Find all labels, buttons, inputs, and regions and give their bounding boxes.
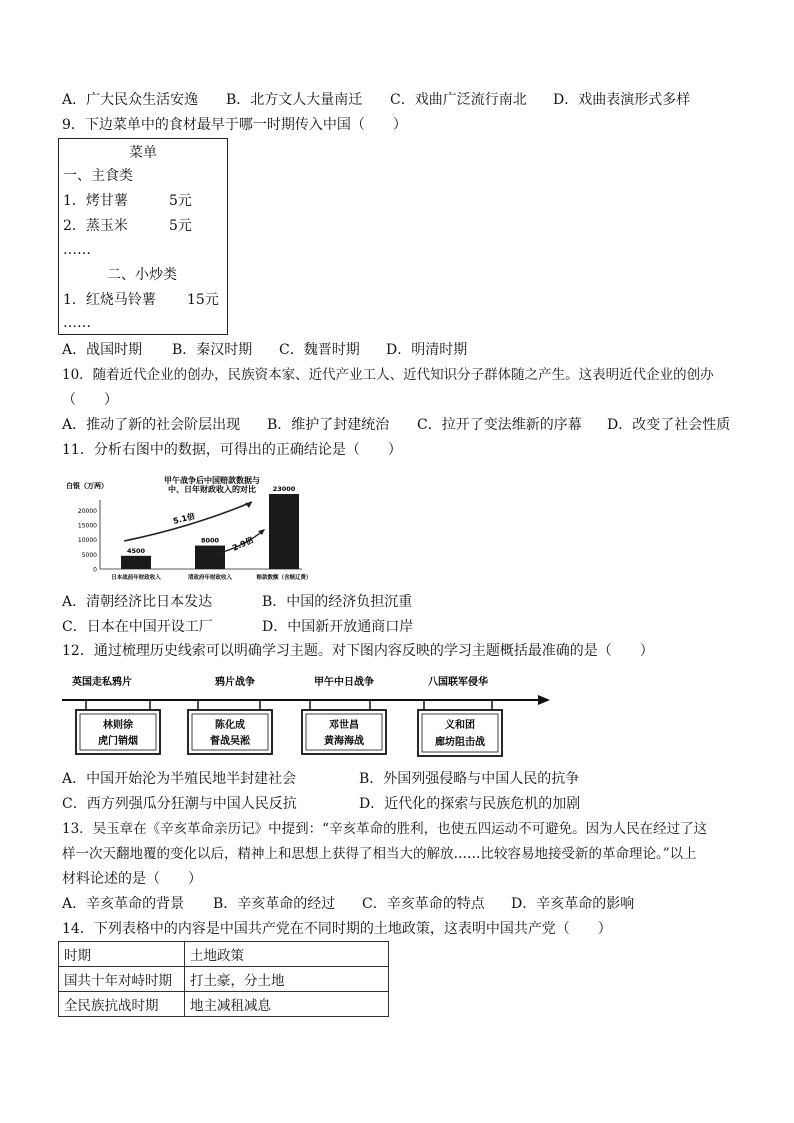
timeline-box-chen-huacheng [188, 710, 272, 754]
q12-option-b: B．外国列强侵略与中国人民的抗争 [359, 771, 580, 787]
svg-text:陈化成: 陈化成 [215, 720, 245, 731]
menu-ellipsis-2: …… [63, 315, 91, 331]
table-header-row [59, 942, 389, 967]
svg-text:林则徐: 林则徐 [103, 720, 133, 731]
table-header-policy: 土地政策 [185, 942, 389, 967]
menu-price-corn: 5元 [169, 218, 192, 234]
chart-bar [269, 494, 299, 569]
svg-text:义和团: 义和团 [445, 720, 475, 731]
q9-stem: 9．下边菜单中的食材最早于哪一时期传入中国（ ） [62, 117, 407, 133]
menu-item-sweet-potato: 1．烤甘薯 [63, 193, 128, 209]
q13-stem-line2: 样一次天翻地覆的变化以后，精神上和思想上获得了相当大的解放……比较容易地接受新的革命理论。”以上 [62, 846, 697, 862]
history-timeline [62, 670, 552, 762]
q11-option-d: D．中国新开放通商口岸 [262, 619, 414, 635]
chart-y-tick-label: 15000 [77, 522, 97, 530]
indemnity-bar-chart [62, 472, 312, 584]
svg-text:邓世昌: 邓世昌 [329, 720, 359, 731]
q8-option-d: D．戏曲表演形式多样 [553, 92, 691, 108]
q8-option-b: B．北方文人大量南迁 [226, 92, 363, 108]
timeline-event-sino-japanese-war: 甲午中日战争 [314, 677, 374, 688]
q13-stem-line1: 13．吴玉章在《辛亥革命亲历记》中提到：“辛亥革命的胜利，也使五四运动不可避免。因为人民在经过了这 [62, 821, 708, 837]
q9-option-a: A．战国时期 [62, 342, 143, 358]
chart-value-label: 23000 [272, 485, 296, 493]
timeline-box-lin-zexu [76, 710, 160, 754]
table-row [59, 992, 389, 1017]
table-cell-period: 全民族抗战时期 [59, 992, 185, 1017]
q10-option-b: B．维护了封建统治 [267, 417, 390, 433]
timeline-event-opium-smuggling: 英国走私鸦片 [72, 677, 132, 688]
land-policy-table [58, 941, 389, 1017]
chart-value-label: 4500 [126, 546, 146, 555]
menu-item-corn: 2．蒸玉米 [63, 218, 128, 234]
svg-text:黄海海战: 黄海海战 [324, 736, 364, 747]
menu-price-potato: 15元 [187, 292, 219, 308]
q10-stem-line2: （ ） [62, 392, 118, 408]
q13-option-b: B．辛亥革命的经过 [213, 896, 336, 912]
timeline-box-deng-shichang [302, 710, 386, 754]
svg-text:虎门销烟: 虎门销烟 [98, 736, 138, 747]
chart-bar [195, 546, 225, 569]
chart-y-tick-label: 10000 [77, 537, 97, 545]
q8-option-c: C．戏曲广泛流行南北 [390, 92, 527, 108]
timeline-event-opium-war: 鸦片战争 [215, 677, 255, 688]
table-header-period: 时期 [59, 942, 185, 967]
chart-y-axis-label: 白银（万两） [66, 482, 108, 490]
menu-ellipsis-1: …… [63, 242, 91, 258]
q13-option-a: A．辛亥革命的背景 [62, 896, 185, 912]
menu-item-potato: 1．红烧马铃薯 [63, 292, 156, 308]
q9-option-d: D．明清时期 [386, 342, 468, 358]
q10-option-c: C．拉开了变法维新的序幕 [417, 417, 582, 433]
svg-text:督战吴淞: 督战吴淞 [210, 736, 250, 747]
q12-option-d: D．近代化的探索与民族危机的加剧 [359, 796, 581, 812]
table-row [59, 967, 389, 992]
chart-y-tick-label: 5000 [81, 551, 97, 559]
q13-option-d: D．辛亥革命的影响 [511, 896, 635, 912]
menu-box [58, 138, 228, 335]
chart-category-label: 赔款数额（含赎辽费） [256, 575, 312, 581]
menu-section-staple: 一、主食类 [63, 168, 133, 184]
q10-option-d: D．改变了社会性质 [607, 417, 731, 433]
menu-title: 菜单 [129, 145, 157, 161]
chart-value-label: 8000 [200, 536, 220, 545]
q10-stem-line1: 10．随着近代企业的创办，民族资本家、近代产业工人、近代知识分子群体随之产生。这表明近代企业的创办 [62, 367, 714, 383]
svg-text:廊坊阻击战: 廊坊阻击战 [435, 737, 485, 748]
q12-option-c: C．西方列强瓜分狂潮与中国人民反抗 [62, 796, 297, 812]
q11-stem: 11．分析右图中的数据，可得出的正确结论是（ ） [62, 442, 402, 458]
q12-stem: 12．通过梳理历史线索可以明确学习主题。对下图内容反映的学习主题概括最准确的是（ ） [62, 643, 654, 659]
chart-title-line2: 中、日年财政收入的对比 [168, 485, 256, 494]
chart-category-label: 清政府年财政收入 [187, 575, 233, 581]
q11-option-a: A．清朝经济比日本发达 [62, 594, 213, 610]
q10-option-a: A．推动了新的社会阶层出现 [62, 417, 241, 433]
chart-y-tick-label: 0 [93, 566, 97, 574]
timeline-arrowhead [538, 695, 550, 705]
table-cell-policy: 打土豪，分土地 [185, 967, 389, 992]
menu-section-stir-fry: 二、小炒类 [107, 267, 177, 283]
menu-price-sweet-potato: 5元 [169, 193, 192, 209]
chart-category-label: 日本战前年财政收入 [111, 575, 161, 581]
q14-stem: 14．下列表格中的内容是中国共产党在不同时期的土地政策，这表明中国共产党（ ） [62, 921, 612, 937]
chart-bar [121, 556, 151, 569]
chart-annotation-3x: 2.9倍 [231, 535, 255, 553]
q13-option-c: C．辛亥革命的特点 [362, 896, 485, 912]
q12-option-a: A．中国开始沦为半殖民地半封建社会 [62, 771, 297, 787]
q11-option-b: B．中国的经济负担沉重 [262, 594, 413, 610]
chart-title-line1: 甲午战争后中国赔款数据与 [164, 476, 260, 485]
chart-annotation-5x: 5.1倍 [172, 511, 196, 526]
q9-option-c: C．魏晋时期 [279, 342, 360, 358]
chart-y-tick-label: 20000 [77, 507, 97, 515]
q13-stem-line3: 材料论述的是（ ） [62, 871, 202, 887]
timeline-box-boxers [418, 710, 502, 756]
q11-option-c: C．日本在中国开设工厂 [62, 619, 213, 635]
table-cell-policy: 地主减租减息 [185, 992, 389, 1017]
q9-option-b: B．秦汉时期 [172, 342, 253, 358]
q8-option-a: A．广大民众生活安逸 [62, 92, 199, 108]
timeline-event-eight-nation-alliance: 八国联军侵华 [428, 677, 488, 688]
table-cell-period: 国共十年对峙时期 [59, 967, 185, 992]
